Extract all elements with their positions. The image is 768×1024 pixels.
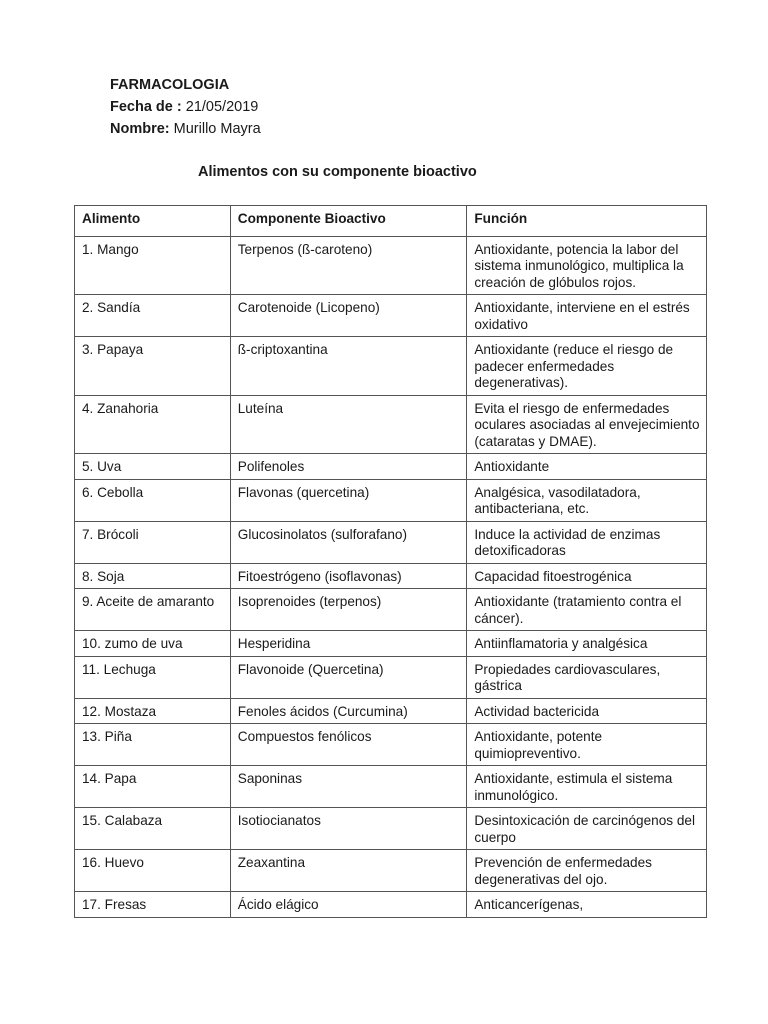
table-row (75, 295, 707, 337)
table-header-row (75, 206, 707, 237)
cell-funcion: Antioxidante (reduce el riesgo de padecer enfermedades degenerativas). (467, 337, 707, 396)
cell-funcion: Induce la actividad de enzimas detoxificadoras (467, 521, 707, 563)
cell-funcion: Propiedades cardiovasculares, gástrica (467, 656, 707, 698)
cell-funcion: Actividad bactericida (467, 698, 707, 724)
cell-alimento: 10. zumo de uva (75, 631, 231, 657)
cell-componente: Glucosinolatos (sulforafano) (230, 521, 467, 563)
cell-funcion: Antiinflamatoria y analgésica (467, 631, 707, 657)
date-value: 21/05/2019 (185, 99, 259, 115)
table-row (75, 698, 707, 724)
cell-alimento: 14. Papa (75, 766, 231, 808)
cell-alimento: 12. Mostaza (75, 698, 231, 724)
cell-funcion: Antioxidante (tratamiento contra el cáncer). (467, 589, 707, 631)
cell-funcion: Prevención de enfermedades degenerativas del ojo. (467, 850, 707, 892)
table-row (75, 236, 707, 295)
cell-alimento: 2. Sandía (75, 295, 231, 337)
cell-alimento: 9. Aceite de amaranto (75, 589, 231, 631)
table-row (75, 395, 707, 454)
cell-componente: ß-criptoxantina (230, 337, 467, 396)
cell-alimento: 7. Brócoli (75, 521, 231, 563)
cell-funcion: Antioxidante (467, 454, 707, 480)
column-header-funcion: Función (467, 206, 707, 237)
cell-funcion: Desintoxicación de carcinógenos del cuerpo (467, 808, 707, 850)
column-header-alimento: Alimento (75, 206, 231, 237)
date-line (110, 96, 261, 118)
table-row (75, 337, 707, 396)
cell-alimento: 16. Huevo (75, 850, 231, 892)
cell-funcion: Antioxidante, potencia la labor del sistema inmunológico, multiplica la creación de glóbulos rojos. (467, 236, 707, 295)
course-title: FARMACOLOGIA (110, 77, 230, 93)
column-header-componente: Componente Bioactivo (230, 206, 467, 237)
cell-alimento: 11. Lechuga (75, 656, 231, 698)
cell-funcion: Antioxidante, potente quimiopreventivo. (467, 724, 707, 766)
cell-componente: Hesperidina (230, 631, 467, 657)
cell-componente: Fitoestrógeno (isoflavonas) (230, 563, 467, 589)
table-row (75, 724, 707, 766)
cell-componente: Flavonas (quercetina) (230, 479, 467, 521)
name-label: Nombre: (110, 121, 170, 137)
table-row (75, 766, 707, 808)
table-body (75, 236, 707, 917)
cell-componente: Ácido elágico (230, 892, 467, 918)
cell-funcion: Analgésica, vasodilatadora, antibacteriana, etc. (467, 479, 707, 521)
cell-componente: Carotenoide (Licopeno) (230, 295, 467, 337)
table-row (75, 631, 707, 657)
cell-alimento: 5. Uva (75, 454, 231, 480)
name-value: Murillo Mayra (173, 121, 261, 137)
cell-funcion: Evita el riesgo de enfermedades oculares asociadas al envejecimiento (cataratas y DMAE). (467, 395, 707, 454)
table-row (75, 521, 707, 563)
cell-alimento: 8. Soja (75, 563, 231, 589)
document-header (110, 74, 261, 140)
cell-funcion: Antioxidante, interviene en el estrés oxidativo (467, 295, 707, 337)
cell-componente: Fenoles ácidos (Curcumina) (230, 698, 467, 724)
cell-alimento: 3. Papaya (75, 337, 231, 396)
table-row (75, 656, 707, 698)
cell-componente: Isotiocianatos (230, 808, 467, 850)
cell-componente: Compuestos fenólicos (230, 724, 467, 766)
cell-alimento: 15. Calabaza (75, 808, 231, 850)
cell-alimento: 1. Mango (75, 236, 231, 295)
cell-componente: Flavonoide (Quercetina) (230, 656, 467, 698)
cell-funcion: Anticancerígenas, (467, 892, 707, 918)
table-row (75, 479, 707, 521)
table-row (75, 589, 707, 631)
table-row (75, 850, 707, 892)
table-title: Alimentos con su componente bioactivo (198, 164, 477, 180)
cell-componente: Isoprenoides (terpenos) (230, 589, 467, 631)
name-line (110, 118, 261, 140)
table-row (75, 808, 707, 850)
cell-alimento: 13. Piña (75, 724, 231, 766)
cell-componente: Zeaxantina (230, 850, 467, 892)
cell-componente: Terpenos (ß-caroteno) (230, 236, 467, 295)
cell-componente: Luteína (230, 395, 467, 454)
cell-componente: Saponinas (230, 766, 467, 808)
table-row (75, 563, 707, 589)
bioactive-table (74, 205, 707, 918)
cell-funcion: Capacidad fitoestrogénica (467, 563, 707, 589)
cell-funcion: Antioxidante, estimula el sistema inmunológico. (467, 766, 707, 808)
date-label: Fecha de : (110, 99, 182, 115)
table-row (75, 892, 707, 918)
cell-alimento: 4. Zanahoria (75, 395, 231, 454)
cell-alimento: 17. Fresas (75, 892, 231, 918)
cell-alimento: 6. Cebolla (75, 479, 231, 521)
cell-componente: Polifenoles (230, 454, 467, 480)
table-row (75, 454, 707, 480)
